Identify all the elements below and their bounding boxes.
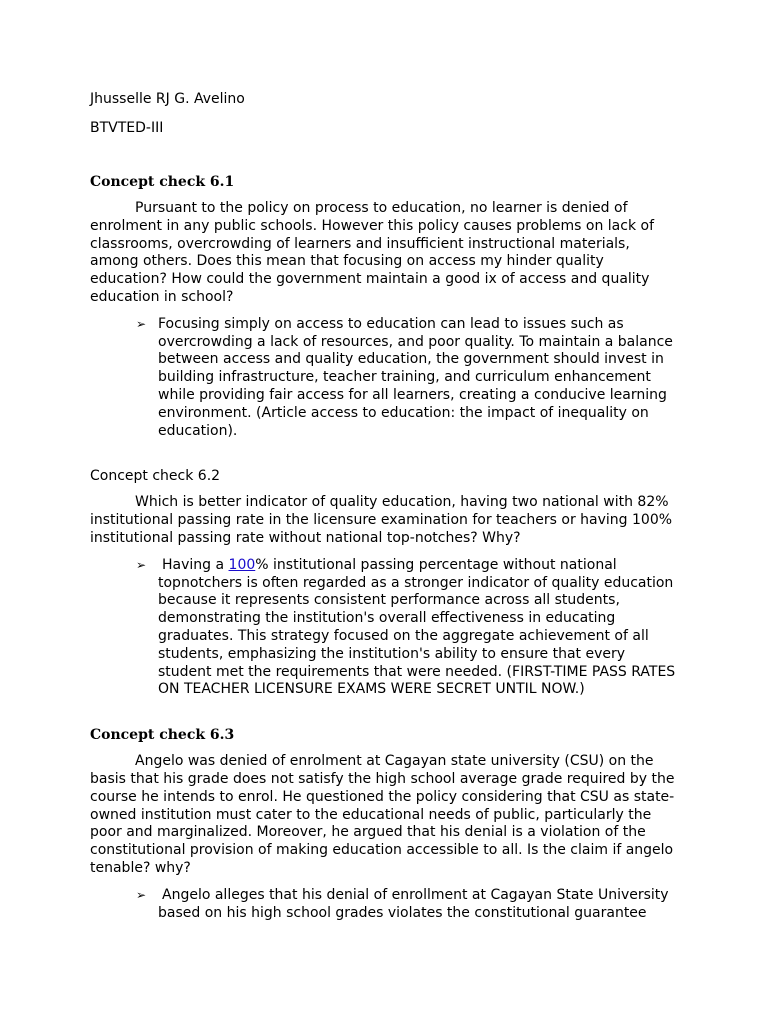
answer-text: Angelo alleges that his denial of enrollment at Cagayan State University based on his high school grades violates the constitutional guarantee [158,886,669,921]
arrow-bullet-icon: ➢ [136,887,147,902]
section-heading: Concept check 6.2 [90,468,221,485]
answer-prefix: Having a [162,556,229,573]
answer-bullet [90,316,680,441]
section-6-2 [90,467,680,699]
answer-text: % institutional passing percentage without national topnotchers is often regarded as a stronger indicator of quality education because it represents consistent performance across all students, demonstrating the institution's overall effectiveness in educating graduates. This strategy focused on the aggregate achievement of all students, emphasizing the institution's ability to ensure that every student met the requirements that were needed. (FIRST-TIME PASS RATES ON TEACHER LICENSURE EXAMS WERE SECRET UNTIL NOW.) [158,556,676,698]
section-6-3 [90,726,680,922]
author-name: Jhusselle RJ G. Avelino [90,91,245,107]
arrow-bullet-icon: ➢ [136,557,147,572]
answer-bullet [90,887,680,923]
answer-text: Focusing simply on access to education can lead to issues such as overcrowding a lack of resources, and poor quality. To maintain a balance between access and quality education, the government should invest in building infrastructure, teacher training, and curriculum enhancement while providing fair access for all learners, creating a conducive learning environment. (Article access to education: the impact of inequality on education). [158,315,673,439]
author-program: BTVTED-III [90,120,164,136]
section-heading: Concept check 6.3 [90,727,235,744]
answer-bullet [90,557,680,699]
section-question: Angelo was denied of enrolment at Cagayan state university (CSU) on the basis that his grade does not satisfy the high school average grade required by the course he intends to enrol. He questioned the policy considering that CSU as state-owned institution must cater to the educational needs of public, particularly the poor and marginalized. Moreover, he argued that his denial is a violation of the constitutional provision of making education accessible to all. Is the claim if angelo tenable? why? [90,753,675,876]
section-6-1 [90,173,680,440]
document-page [90,90,680,922]
hyperlink-100[interactable]: 100 [228,556,256,573]
section-question: Pursuant to the policy on process to education, no learner is denied of enrolment in any public schools. However this policy causes problems on lack of classrooms, overcrowding of learners and insufficient instructional materials, among others. Does this mean that focusing on access my hinder quality education? How could the government maintain a good ix of access and quality education in school? [90,200,655,305]
section-question: Which is better indicator of quality education, having two national with 82% institutional passing rate in the licensure examination for teachers or having 100% institutional passing rate without national top-notches? Why? [90,494,673,546]
section-heading: Concept check 6.1 [90,174,235,190]
arrow-bullet-icon: ➢ [136,316,147,331]
